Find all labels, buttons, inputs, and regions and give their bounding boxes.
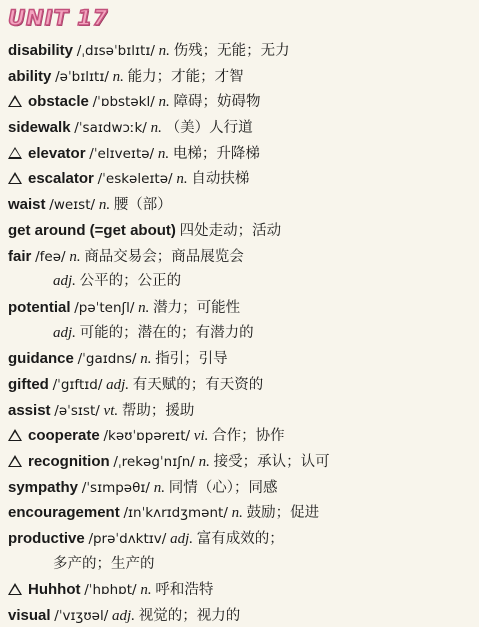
vocab-entry	[8, 372, 474, 398]
vocab-entry	[8, 115, 474, 141]
vocab-entry	[8, 166, 474, 192]
vocab-phonetic: /ɪnˈkʌrɪdʒmənt/	[123, 505, 228, 522]
vocab-part-of-speech: n.	[140, 351, 152, 368]
vocab-entry	[8, 346, 474, 372]
vocab-word: assist	[8, 401, 51, 419]
vocab-definition: 自动扶梯	[191, 171, 250, 188]
vocab-phonetic: /feə/	[35, 248, 66, 265]
triangle-marker-icon	[8, 583, 22, 595]
vocab-part-of-speech: n.	[158, 94, 170, 111]
vocab-part-of-speech: n.	[158, 43, 170, 59]
vocab-definition: 商品交易会；商品展览会	[84, 248, 244, 265]
vocab-entry	[8, 423, 474, 449]
vocab-part-of-speech: vi.	[193, 428, 209, 445]
vocab-part-of-speech: n.	[150, 120, 162, 137]
vocab-entry	[8, 500, 474, 526]
vocab-phonetic: /ˈelɪveɪtə/	[89, 145, 155, 162]
vocab-word: sidewalk	[8, 119, 71, 137]
vocab-entry	[8, 89, 474, 115]
vocab-phonetic: /ˈgɪftɪd/	[52, 376, 103, 393]
vocab-word: ability	[8, 67, 52, 85]
vocab-entry	[8, 398, 474, 424]
vocab-definition: 伤残；无能；无力	[173, 43, 290, 59]
vocab-entry	[8, 577, 474, 603]
vocab-part-of-speech: adj.	[170, 531, 194, 548]
vocab-definition: 视觉的；视力的	[138, 608, 241, 625]
vocab-word: recognition	[28, 453, 110, 470]
vocab-word: fair	[8, 247, 32, 265]
vocab-part-of-speech: n.	[157, 145, 170, 162]
vocab-part-of-speech: n.	[138, 299, 150, 316]
triangle-marker-icon	[8, 147, 22, 159]
vocab-phonetic: /prəˈdʌktɪv/	[88, 531, 167, 548]
vocab-entry	[8, 218, 474, 244]
vocab-phonetic: /ˈeskəleɪtə/	[97, 171, 173, 188]
vocab-part-of-speech: adj.	[106, 376, 130, 393]
vocab-definition: 富有成效的；	[196, 531, 284, 548]
vocab-definition: 合作；协作	[212, 428, 285, 445]
vocab-entry	[8, 38, 474, 64]
triangle-marker-icon	[8, 455, 22, 467]
vocab-definition: 同情（心）；同感	[168, 479, 278, 496]
vocab-phonetic: /pəˈtenʃl/	[74, 299, 135, 316]
vocab-entry	[8, 449, 474, 475]
unit-title: UNIT 17	[8, 6, 109, 30]
vocab-definition: 障碍；妨碍物	[173, 94, 261, 111]
vocab-definition: 有天赋的；有天资的	[132, 376, 264, 393]
vocab-phonetic: /əˈsɪst/	[54, 402, 100, 419]
vocab-part-of-speech: n.	[140, 582, 152, 599]
vocab-word: guidance	[8, 350, 74, 368]
vocab-entry	[8, 64, 474, 90]
vocab-definition: 多产的；生产的	[53, 555, 155, 572]
vocab-part-of-speech: n.	[176, 171, 188, 188]
vocab-phonetic: /ˈɒbstəkl/	[92, 94, 155, 111]
vocab-entry	[8, 295, 474, 321]
vocab-word: waist	[8, 196, 46, 214]
vocab-phonetic: /weɪst/	[49, 197, 96, 214]
vocab-phonetic: /əˈbɪlɪtɪ/	[55, 68, 109, 85]
vocab-word: obstacle	[28, 93, 89, 111]
vocab-definition: 四处走动；活动	[179, 222, 282, 239]
vocab-word: visual	[8, 607, 51, 625]
vocab-part-of-speech: n.	[69, 248, 81, 265]
vocab-phonetic: /ˌrekəgˈnɪʃn/	[113, 454, 195, 470]
vocab-entry-continuation	[8, 321, 474, 347]
triangle-marker-icon	[8, 95, 22, 107]
vocab-word: gifted	[8, 375, 49, 393]
vocab-part-of-speech: n.	[153, 479, 165, 496]
vocab-definition: 潜力；可能性	[153, 299, 241, 316]
vocab-part-of-speech: n.	[231, 505, 243, 522]
vocab-definition: 公平的；公正的	[79, 273, 182, 290]
vocab-part-of-speech: adj.	[53, 324, 76, 341]
vocab-word: encouragement	[8, 504, 120, 522]
vocab-word: Huhhot	[28, 581, 81, 599]
vocab-part-of-speech: n.	[198, 454, 210, 470]
vocab-word: potential	[8, 298, 71, 316]
vocab-entry	[8, 192, 474, 218]
vocab-phonetic: /ˈvɪʒʊəl/	[54, 608, 109, 625]
vocab-definition: 呼和浩特	[155, 582, 214, 599]
vocab-phonetic: /ˌdɪsəˈbɪlɪtɪ/	[76, 43, 155, 59]
vocabulary-list	[8, 38, 474, 627]
vocab-entry	[8, 475, 474, 501]
vocab-entry-continuation	[8, 269, 474, 295]
vocab-word: productive	[8, 530, 85, 548]
vocab-definition: 鼓励；促进	[246, 505, 320, 522]
vocab-word: elevator	[28, 144, 86, 162]
vocab-phonetic: /ˈgaɪdns/	[77, 351, 137, 368]
vocab-definition: 帮助；援助	[121, 402, 195, 419]
vocab-definition: 指引；引导	[155, 351, 228, 368]
vocab-entry	[8, 526, 474, 552]
vocab-part-of-speech: n.	[112, 68, 124, 85]
vocab-definition: 电梯；升降梯	[172, 145, 260, 162]
vocab-phonetic: /ˈsaɪdwɔːk/	[74, 120, 147, 137]
vocab-part-of-speech: adj.	[53, 273, 76, 290]
vocab-entry	[8, 603, 474, 627]
vocab-phonetic: /ˈhɒhɒt/	[84, 582, 137, 599]
vocab-word: escalator	[28, 170, 94, 188]
vocab-part-of-speech: n.	[98, 197, 111, 214]
vocab-entry-continuation	[8, 552, 474, 578]
vocab-phonetic: /kəʊˈɒpəreɪt/	[103, 428, 191, 445]
vocab-entry	[8, 141, 474, 167]
vocab-part-of-speech: vt.	[103, 402, 119, 419]
vocab-phonetic: /ˈsɪmpəθɪ/	[81, 479, 150, 496]
vocab-word: disability	[8, 42, 74, 59]
triangle-marker-icon	[8, 429, 22, 441]
vocab-definition: 能力；才能；才智	[127, 68, 244, 85]
vocab-part-of-speech: adj.	[112, 608, 135, 625]
triangle-marker-icon	[8, 172, 22, 184]
vocab-definition: （美）人行道	[165, 120, 253, 137]
vocab-word: cooperate	[28, 427, 100, 445]
vocab-definition: 腰（部）	[113, 197, 172, 214]
vocab-word: get around (=get about)	[8, 221, 176, 239]
vocab-definition: 可能的；潜在的；有潜力的	[79, 324, 254, 341]
vocab-word: sympathy	[8, 478, 79, 496]
vocab-entry	[8, 244, 474, 270]
vocab-definition: 接受；承认；认可	[213, 454, 330, 470]
